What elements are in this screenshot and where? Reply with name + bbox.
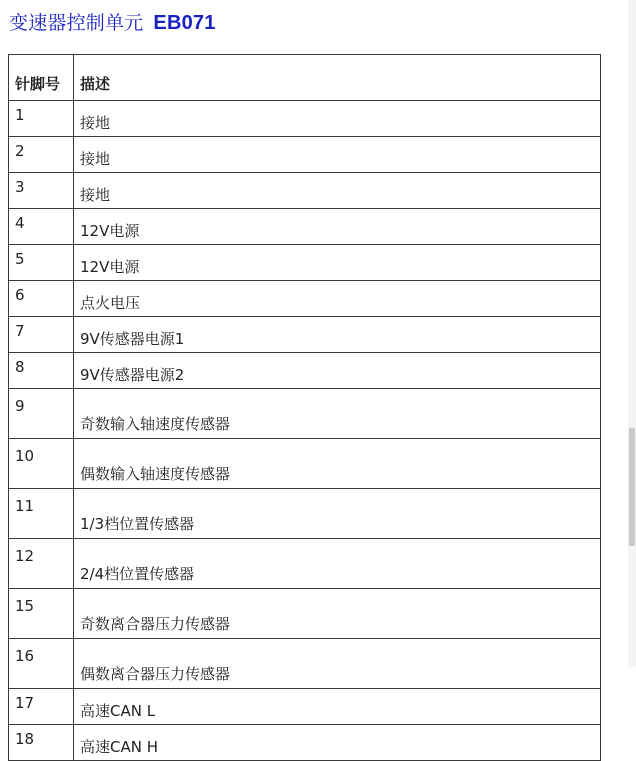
description-cell: 偶数输入轴速度传感器 (74, 439, 601, 489)
description-cell: 12V电源 (74, 245, 601, 281)
pin-cell: 4 (9, 209, 74, 245)
pin-cell: 7 (9, 317, 74, 353)
header-pin: 针脚号 (9, 55, 74, 101)
description-cell: 接地 (74, 173, 601, 209)
description-cell: 1/3档位置传感器 (74, 489, 601, 539)
pin-cell: 3 (9, 173, 74, 209)
pin-cell: 11 (9, 489, 74, 539)
pin-table (8, 54, 601, 761)
pin-cell: 2 (9, 137, 74, 173)
description-cell: 奇数离合器压力传感器 (74, 589, 601, 639)
table-row (9, 489, 601, 539)
scrollbar-thumb[interactable] (629, 428, 635, 546)
description-cell: 点火电压 (74, 281, 601, 317)
description-cell: 奇数输入轴速度传感器 (74, 389, 601, 439)
pin-cell: 10 (9, 439, 74, 489)
header-description: 描述 (74, 55, 601, 101)
title-code: EB071 (153, 12, 216, 34)
description-cell: 接地 (74, 101, 601, 137)
description-cell: 接地 (74, 137, 601, 173)
table-row (9, 389, 601, 439)
table-row (9, 639, 601, 689)
table-row (9, 137, 601, 173)
table-row (9, 245, 601, 281)
pin-cell: 5 (9, 245, 74, 281)
table-row (9, 353, 601, 389)
vertical-scrollbar[interactable] (628, 0, 636, 667)
page-title (9, 8, 216, 35)
description-cell: 高速CAN H (74, 725, 601, 761)
table-row (9, 281, 601, 317)
table-row (9, 173, 601, 209)
table-row (9, 209, 601, 245)
description-cell: 12V电源 (74, 209, 601, 245)
pin-cell: 8 (9, 353, 74, 389)
description-cell: 9V传感器电源2 (74, 353, 601, 389)
description-cell: 高速CAN L (74, 689, 601, 725)
table-row (9, 317, 601, 353)
table-row (9, 689, 601, 725)
description-cell: 9V传感器电源1 (74, 317, 601, 353)
pin-cell: 9 (9, 389, 74, 439)
pin-cell: 17 (9, 689, 74, 725)
table-row (9, 439, 601, 489)
pin-cell: 6 (9, 281, 74, 317)
table-row (9, 589, 601, 639)
table-row (9, 725, 601, 761)
title-text: 变速器控制单元 (9, 12, 144, 34)
pin-cell: 12 (9, 539, 74, 589)
table-header-row (9, 55, 601, 101)
pin-cell: 15 (9, 589, 74, 639)
table-row (9, 539, 601, 589)
pin-cell: 1 (9, 101, 74, 137)
pin-cell: 18 (9, 725, 74, 761)
table-row (9, 101, 601, 137)
description-cell: 2/4档位置传感器 (74, 539, 601, 589)
description-cell: 偶数离合器压力传感器 (74, 639, 601, 689)
pin-cell: 16 (9, 639, 74, 689)
